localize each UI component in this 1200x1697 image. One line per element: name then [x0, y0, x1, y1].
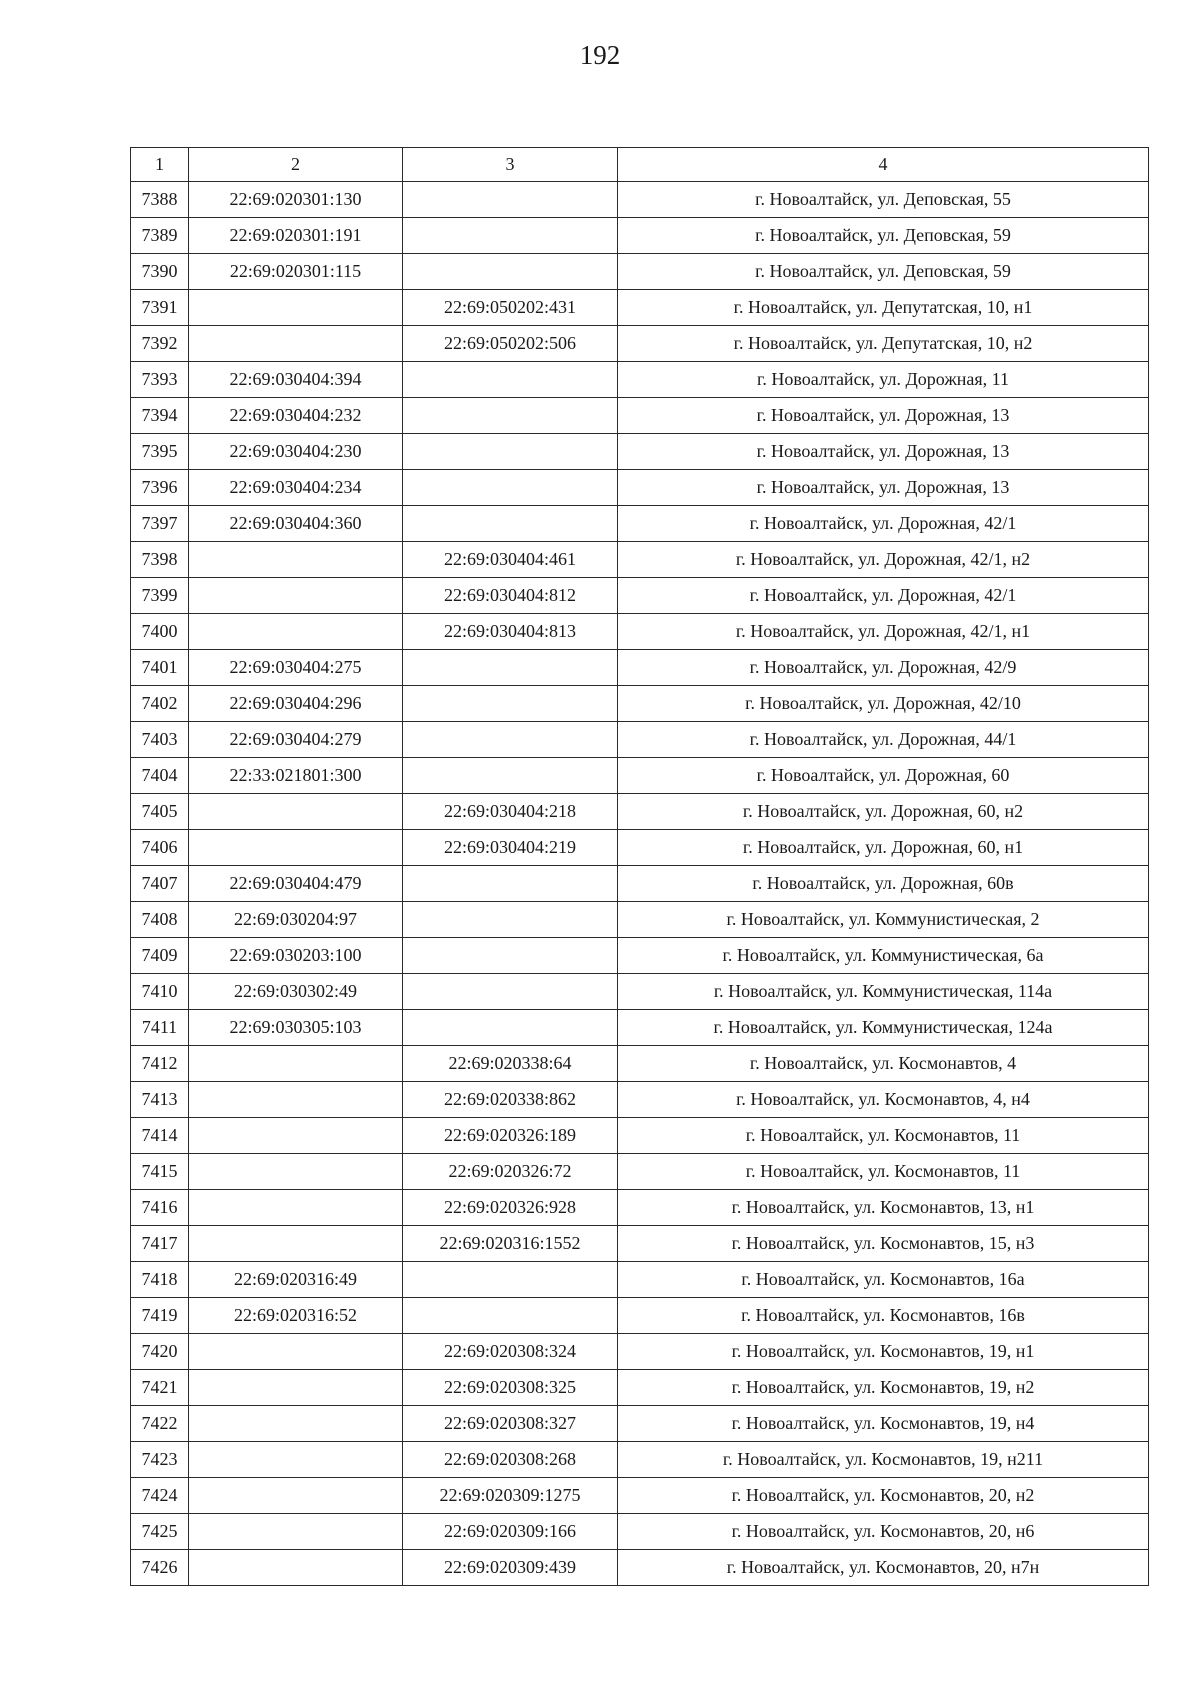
premises-cadastral-number-cell [403, 1298, 618, 1334]
row-number-cell: 7414 [131, 1118, 189, 1154]
table-row [131, 398, 1149, 434]
table-row [131, 362, 1149, 398]
address-cell: г. Новоалтайск, ул. Космонавтов, 13, н1 [618, 1190, 1149, 1226]
cadastral-number-cell [189, 1082, 403, 1118]
premises-cadastral-number-cell: 22:69:020338:64 [403, 1046, 618, 1082]
row-number-cell: 7423 [131, 1442, 189, 1478]
row-number-cell: 7405 [131, 794, 189, 830]
table-row [131, 1298, 1149, 1334]
address-cell: г. Новоалтайск, ул. Космонавтов, 19, н1 [618, 1334, 1149, 1370]
table-row [131, 1478, 1149, 1514]
address-cell: г. Новоалтайск, ул. Коммунистическая, 6а [618, 938, 1149, 974]
cadastral-number-cell [189, 1406, 403, 1442]
cadastral-number-cell: 22:69:030204:97 [189, 902, 403, 938]
premises-cadastral-number-cell [403, 974, 618, 1010]
address-cell: г. Новоалтайск, ул. Дорожная, 60в [618, 866, 1149, 902]
row-number-cell: 7390 [131, 254, 189, 290]
table-row [131, 254, 1149, 290]
premises-cadastral-number-cell: 22:69:030404:218 [403, 794, 618, 830]
row-number-cell: 7425 [131, 1514, 189, 1550]
table-row [131, 686, 1149, 722]
table-row [131, 542, 1149, 578]
premises-cadastral-number-cell: 22:69:020326:189 [403, 1118, 618, 1154]
row-number-cell: 7419 [131, 1298, 189, 1334]
row-number-cell: 7399 [131, 578, 189, 614]
premises-cadastral-number-cell: 22:69:020326:72 [403, 1154, 618, 1190]
premises-cadastral-number-cell [403, 398, 618, 434]
premises-cadastral-number-cell [403, 1010, 618, 1046]
table-row [131, 614, 1149, 650]
row-number-cell: 7392 [131, 326, 189, 362]
row-number-cell: 7411 [131, 1010, 189, 1046]
address-cell: г. Новоалтайск, ул. Космонавтов, 11 [618, 1154, 1149, 1190]
address-cell: г. Новоалтайск, ул. Дорожная, 13 [618, 470, 1149, 506]
cadastral-number-cell [189, 326, 403, 362]
address-cell: г. Новоалтайск, ул. Дорожная, 42/9 [618, 650, 1149, 686]
cadastral-number-cell: 22:69:030404:360 [189, 506, 403, 542]
row-number-cell: 7426 [131, 1550, 189, 1586]
address-cell: г. Новоалтайск, ул. Депутатская, 10, н1 [618, 290, 1149, 326]
cadastral-number-cell [189, 1154, 403, 1190]
address-cell: г. Новоалтайск, ул. Дорожная, 13 [618, 434, 1149, 470]
cadastral-number-cell [189, 830, 403, 866]
row-number-cell: 7407 [131, 866, 189, 902]
cadastral-number-cell: 22:69:030404:234 [189, 470, 403, 506]
address-cell: г. Новоалтайск, ул. Дорожная, 44/1 [618, 722, 1149, 758]
address-cell: г. Новоалтайск, ул. Дорожная, 42/10 [618, 686, 1149, 722]
header-cell-4: 4 [618, 148, 1149, 182]
address-cell: г. Новоалтайск, ул. Космонавтов, 16а [618, 1262, 1149, 1298]
table-row [131, 1082, 1149, 1118]
table-row [131, 902, 1149, 938]
premises-cadastral-number-cell: 22:69:050202:506 [403, 326, 618, 362]
premises-cadastral-number-cell: 22:69:050202:431 [403, 290, 618, 326]
table-row [131, 506, 1149, 542]
registry-table [130, 147, 1149, 1586]
address-cell: г. Новоалтайск, ул. Космонавтов, 20, н7н [618, 1550, 1149, 1586]
cadastral-number-cell [189, 578, 403, 614]
table-row [131, 1370, 1149, 1406]
table-row [131, 578, 1149, 614]
cadastral-number-cell: 22:69:030404:232 [189, 398, 403, 434]
table-header [131, 148, 1149, 182]
table-row [131, 218, 1149, 254]
table-row [131, 182, 1149, 218]
address-cell: г. Новоалтайск, ул. Космонавтов, 15, н3 [618, 1226, 1149, 1262]
address-cell: г. Новоалтайск, ул. Дорожная, 42/1, н2 [618, 542, 1149, 578]
row-number-cell: 7391 [131, 290, 189, 326]
address-cell: г. Новоалтайск, ул. Деповская, 59 [618, 218, 1149, 254]
table-row [131, 866, 1149, 902]
cadastral-number-cell: 22:69:020316:49 [189, 1262, 403, 1298]
row-number-cell: 7389 [131, 218, 189, 254]
row-number-cell: 7403 [131, 722, 189, 758]
address-cell: г. Новоалтайск, ул. Космонавтов, 19, н211 [618, 1442, 1149, 1478]
row-number-cell: 7415 [131, 1154, 189, 1190]
premises-cadastral-number-cell: 22:69:020308:325 [403, 1370, 618, 1406]
row-number-cell: 7420 [131, 1334, 189, 1370]
address-cell: г. Новоалтайск, ул. Космонавтов, 20, н6 [618, 1514, 1149, 1550]
row-number-cell: 7406 [131, 830, 189, 866]
cadastral-number-cell [189, 1514, 403, 1550]
cadastral-number-cell: 22:69:020301:130 [189, 182, 403, 218]
table-row [131, 1442, 1149, 1478]
row-number-cell: 7397 [131, 506, 189, 542]
address-cell: г. Новоалтайск, ул. Деповская, 55 [618, 182, 1149, 218]
row-number-cell: 7413 [131, 1082, 189, 1118]
cadastral-number-cell: 22:69:030404:230 [189, 434, 403, 470]
row-number-cell: 7393 [131, 362, 189, 398]
premises-cadastral-number-cell [403, 362, 618, 398]
cadastral-number-cell: 22:69:020301:115 [189, 254, 403, 290]
cadastral-number-cell: 22:69:030203:100 [189, 938, 403, 974]
header-row [131, 148, 1149, 182]
address-cell: г. Новоалтайск, ул. Деповская, 59 [618, 254, 1149, 290]
table-row [131, 1514, 1149, 1550]
address-cell: г. Новоалтайск, ул. Космонавтов, 4 [618, 1046, 1149, 1082]
premises-cadastral-number-cell: 22:69:020338:862 [403, 1082, 618, 1118]
premises-cadastral-number-cell: 22:69:020309:166 [403, 1514, 618, 1550]
table-row [131, 1190, 1149, 1226]
cadastral-number-cell: 22:69:030404:479 [189, 866, 403, 902]
header-cell-3: 3 [403, 148, 618, 182]
address-cell: г. Новоалтайск, ул. Космонавтов, 20, н2 [618, 1478, 1149, 1514]
address-cell: г. Новоалтайск, ул. Дорожная, 60 [618, 758, 1149, 794]
address-cell: г. Новоалтайск, ул. Дорожная, 42/1 [618, 506, 1149, 542]
row-number-cell: 7396 [131, 470, 189, 506]
table-row [131, 1334, 1149, 1370]
premises-cadastral-number-cell [403, 758, 618, 794]
row-number-cell: 7404 [131, 758, 189, 794]
premises-cadastral-number-cell: 22:69:020316:1552 [403, 1226, 618, 1262]
premises-cadastral-number-cell: 22:69:020308:324 [403, 1334, 618, 1370]
address-cell: г. Новоалтайск, ул. Депутатская, 10, н2 [618, 326, 1149, 362]
row-number-cell: 7422 [131, 1406, 189, 1442]
table-row [131, 938, 1149, 974]
cadastral-number-cell [189, 290, 403, 326]
premises-cadastral-number-cell [403, 182, 618, 218]
cadastral-number-cell: 22:69:030404:296 [189, 686, 403, 722]
header-cell-1: 1 [131, 148, 189, 182]
row-number-cell: 7418 [131, 1262, 189, 1298]
premises-cadastral-number-cell: 22:69:030404:813 [403, 614, 618, 650]
cadastral-number-cell: 22:69:030305:103 [189, 1010, 403, 1046]
table-row [131, 1406, 1149, 1442]
cadastral-number-cell [189, 794, 403, 830]
premises-cadastral-number-cell [403, 938, 618, 974]
address-cell: г. Новоалтайск, ул. Дорожная, 42/1, н1 [618, 614, 1149, 650]
row-number-cell: 7424 [131, 1478, 189, 1514]
cadastral-number-cell [189, 614, 403, 650]
address-cell: г. Новоалтайск, ул. Космонавтов, 11 [618, 1118, 1149, 1154]
premises-cadastral-number-cell [403, 470, 618, 506]
address-cell: г. Новоалтайск, ул. Космонавтов, 19, н4 [618, 1406, 1149, 1442]
address-cell: г. Новоалтайск, ул. Дорожная, 60, н2 [618, 794, 1149, 830]
premises-cadastral-number-cell: 22:69:020308:327 [403, 1406, 618, 1442]
premises-cadastral-number-cell [403, 722, 618, 758]
table-row [131, 1262, 1149, 1298]
cadastral-number-cell: 22:69:030404:394 [189, 362, 403, 398]
table-row [131, 650, 1149, 686]
premises-cadastral-number-cell: 22:69:020309:439 [403, 1550, 618, 1586]
premises-cadastral-number-cell [403, 254, 618, 290]
address-cell: г. Новоалтайск, ул. Дорожная, 11 [618, 362, 1149, 398]
cadastral-number-cell [189, 1370, 403, 1406]
row-number-cell: 7412 [131, 1046, 189, 1082]
cadastral-number-cell: 22:69:020301:191 [189, 218, 403, 254]
premises-cadastral-number-cell [403, 434, 618, 470]
premises-cadastral-number-cell [403, 866, 618, 902]
premises-cadastral-number-cell: 22:69:020309:1275 [403, 1478, 618, 1514]
table-row [131, 290, 1149, 326]
table-row [131, 470, 1149, 506]
table-row [131, 758, 1149, 794]
row-number-cell: 7395 [131, 434, 189, 470]
address-cell: г. Новоалтайск, ул. Космонавтов, 19, н2 [618, 1370, 1149, 1406]
address-cell: г. Новоалтайск, ул. Коммунистическая, 114а [618, 974, 1149, 1010]
row-number-cell: 7416 [131, 1190, 189, 1226]
table-row [131, 1154, 1149, 1190]
cadastral-number-cell [189, 542, 403, 578]
table-row [131, 794, 1149, 830]
row-number-cell: 7394 [131, 398, 189, 434]
row-number-cell: 7402 [131, 686, 189, 722]
cadastral-number-cell: 22:69:030302:49 [189, 974, 403, 1010]
premises-cadastral-number-cell [403, 506, 618, 542]
cadastral-number-cell [189, 1226, 403, 1262]
row-number-cell: 7408 [131, 902, 189, 938]
address-cell: г. Новоалтайск, ул. Дорожная, 60, н1 [618, 830, 1149, 866]
premises-cadastral-number-cell [403, 218, 618, 254]
address-cell: г. Новоалтайск, ул. Коммунистическая, 2 [618, 902, 1149, 938]
address-cell: г. Новоалтайск, ул. Дорожная, 42/1 [618, 578, 1149, 614]
cadastral-number-cell [189, 1190, 403, 1226]
premises-cadastral-number-cell: 22:69:030404:219 [403, 830, 618, 866]
premises-cadastral-number-cell [403, 686, 618, 722]
table-row [131, 1226, 1149, 1262]
premises-cadastral-number-cell [403, 650, 618, 686]
table-row [131, 326, 1149, 362]
table-row [131, 1550, 1149, 1586]
cadastral-number-cell [189, 1334, 403, 1370]
header-cell-2: 2 [189, 148, 403, 182]
table-row [131, 434, 1149, 470]
table-row [131, 722, 1149, 758]
page-number: 192 [579, 40, 621, 70]
row-number-cell: 7409 [131, 938, 189, 974]
row-number-cell: 7421 [131, 1370, 189, 1406]
premises-cadastral-number-cell: 22:69:030404:461 [403, 542, 618, 578]
cadastral-number-cell [189, 1118, 403, 1154]
cadastral-number-cell: 22:69:020316:52 [189, 1298, 403, 1334]
row-number-cell: 7417 [131, 1226, 189, 1262]
premises-cadastral-number-cell [403, 902, 618, 938]
row-number-cell: 7398 [131, 542, 189, 578]
table-row [131, 1046, 1149, 1082]
premises-cadastral-number-cell [403, 1262, 618, 1298]
cadastral-number-cell [189, 1442, 403, 1478]
table-body [131, 182, 1149, 1586]
premises-cadastral-number-cell: 22:69:020308:268 [403, 1442, 618, 1478]
table-row [131, 1010, 1149, 1046]
row-number-cell: 7388 [131, 182, 189, 218]
row-number-cell: 7410 [131, 974, 189, 1010]
cadastral-number-cell [189, 1550, 403, 1586]
row-number-cell: 7401 [131, 650, 189, 686]
row-number-cell: 7400 [131, 614, 189, 650]
cadastral-number-cell: 22:69:030404:275 [189, 650, 403, 686]
cadastral-number-cell [189, 1046, 403, 1082]
cadastral-number-cell: 22:33:021801:300 [189, 758, 403, 794]
premises-cadastral-number-cell: 22:69:020326:928 [403, 1190, 618, 1226]
address-cell: г. Новоалтайск, ул. Космонавтов, 16в [618, 1298, 1149, 1334]
cadastral-number-cell: 22:69:030404:279 [189, 722, 403, 758]
address-cell: г. Новоалтайск, ул. Дорожная, 13 [618, 398, 1149, 434]
address-cell: г. Новоалтайск, ул. Коммунистическая, 124а [618, 1010, 1149, 1046]
table-row [131, 830, 1149, 866]
address-cell: г. Новоалтайск, ул. Космонавтов, 4, н4 [618, 1082, 1149, 1118]
table-row [131, 1118, 1149, 1154]
premises-cadastral-number-cell: 22:69:030404:812 [403, 578, 618, 614]
cadastral-number-cell [189, 1478, 403, 1514]
table-row [131, 974, 1149, 1010]
